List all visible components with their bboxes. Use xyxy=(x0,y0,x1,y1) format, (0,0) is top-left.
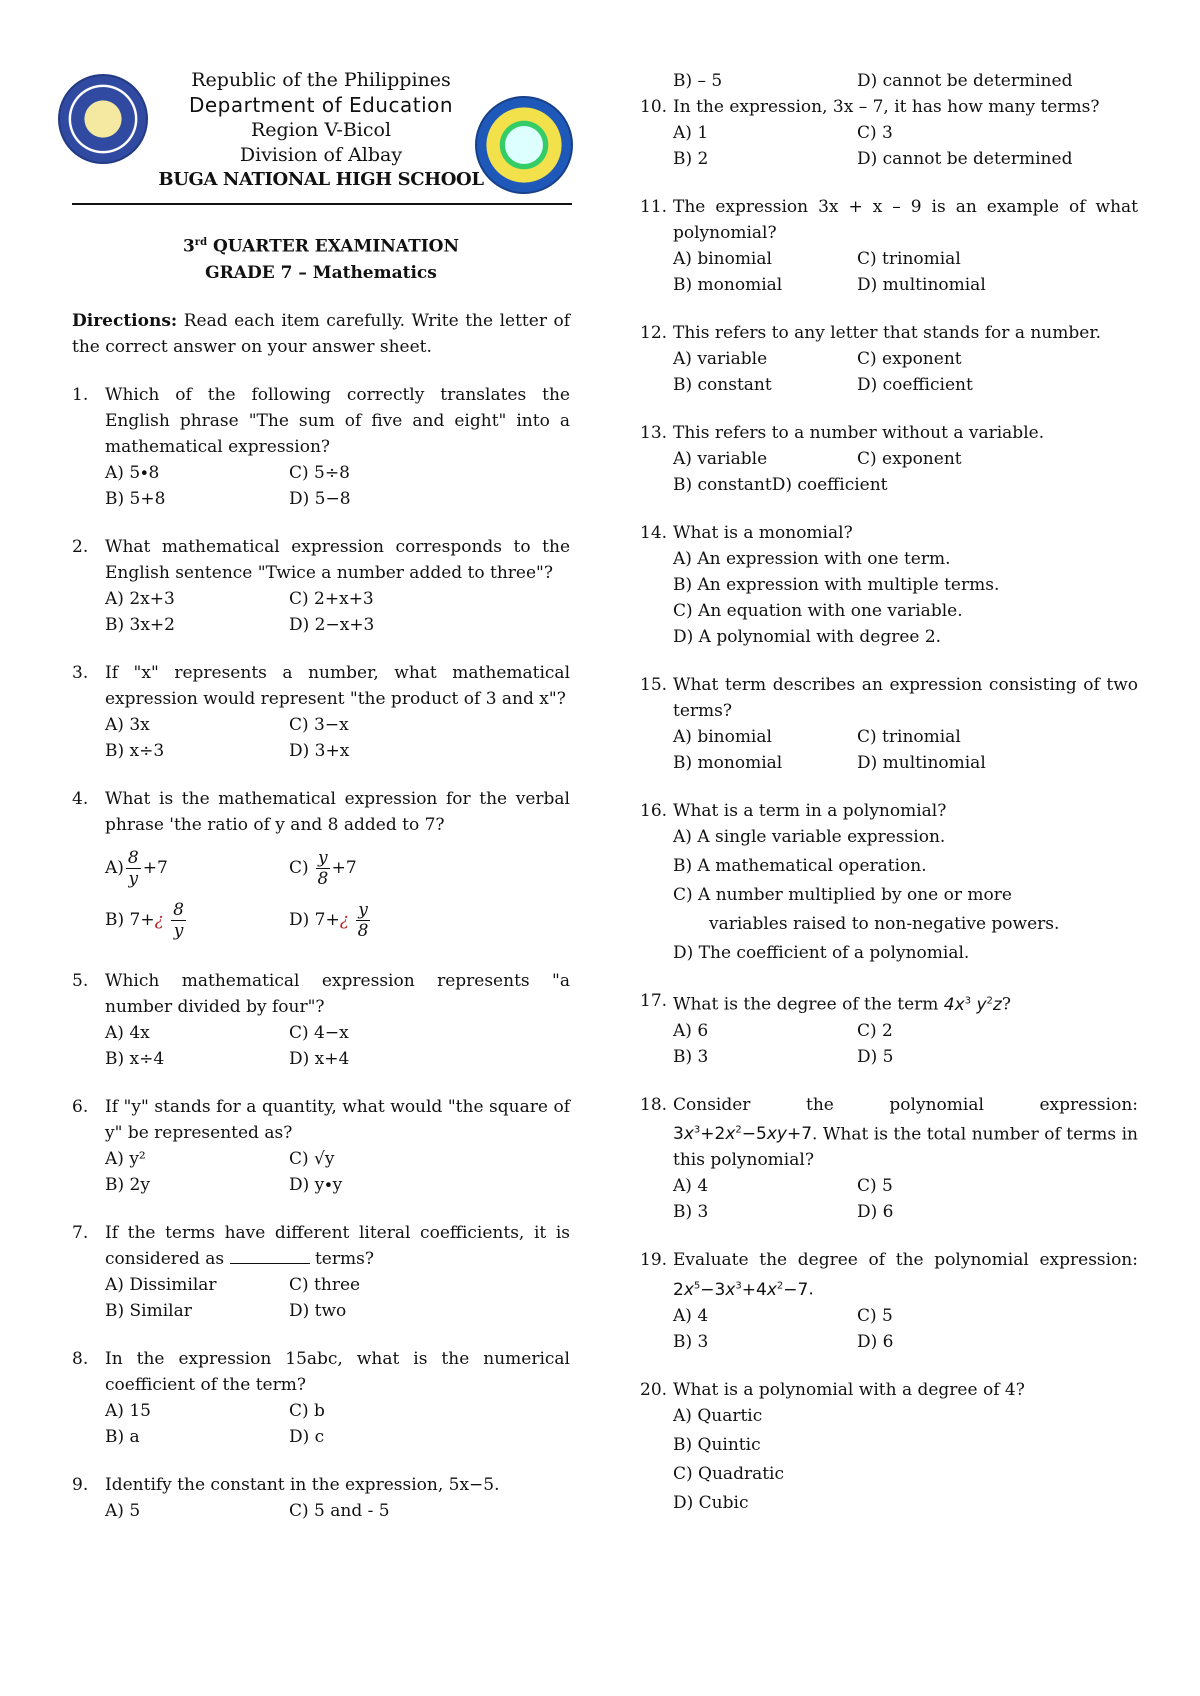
question-16: 16. What is a term in a polynomial? A) A single variable expression. B) A mathematical operation. C) A number multiplied by one or more variables raised to non-negative powers. D) The coefficient of a polynomial. xyxy=(640,801,1060,963)
header-republic: Republic of the Philippines xyxy=(191,69,451,91)
question-8: 8. In the expression 15abc, what is the numerical coefficient of the term? A) 15 C) b B) a D) c xyxy=(72,1348,570,1447)
deped-seal-icon xyxy=(58,74,148,164)
question-2: 2. What mathematical expression corresponds to the English sentence "Twice a number added to three"? A) 2x+3 C) 2+x+3 B) 3x+2 D) 2−x+3 xyxy=(72,536,570,635)
header-rule xyxy=(72,203,572,205)
question-1: 1. Which of the following correctly translates the English phrase "The sum of five and eight" into a mathematical expression? A) 5∙8 C) 5÷8 B) 5+8 D) 5−8 xyxy=(72,384,570,509)
question-17: 17. What is the degree of the term $4x^3$ $y^2z$? A) 6 C) 2 B) 3 D) 5 xyxy=(640,991,1011,1067)
question-4: 4. What is the mathematical expression for the verbal phrase 'the ratio of y and 8 added to 7? A) $\frac{8}{y}$ +7 C) $\frac{y}{8}$ +7 B) 7+¿ $\frac{8}{y}$ D) 7+¿ $\frac{y}{8}$ xyxy=(72,788,570,941)
exam-title: 3rd QUARTER EXAMINATION GRADE 7 – Mathematics xyxy=(72,230,570,286)
question-11: 11. The expression 3x + x – 9 is an example of what polynomial? A) binomial C) trinomial B) monomial D) multinomial xyxy=(640,197,1138,295)
question-12: 12. This refers to any letter that stands for a number. A) variable C) exponent B) constant D) coefficient xyxy=(640,323,1101,395)
question-7: 7. If the terms have different literal coefficients, it is considered as terms? A) Dissimilar C) three B) Similar D) two xyxy=(72,1222,570,1321)
header-department: Department of Education xyxy=(188,93,454,117)
question-15: 15. What term describes an expression consisting of two terms? A) binomial C) trinomial B) monomial D) multinomial xyxy=(640,675,1138,773)
answer-blank xyxy=(230,1263,310,1264)
right-column xyxy=(640,68,1138,1516)
left-column xyxy=(72,0,570,1524)
header-region: Region V-Bicol xyxy=(250,119,392,141)
question-14: 14. What is a monomial? A) An expression with one term. B) An expression with multiple terms. C) An equation with one variable. D) A polynomial with degree 2. xyxy=(640,523,1000,647)
header-school: BUGA NATIONAL HIGH SCHOOL xyxy=(158,169,484,190)
question-9: 9. Identify the constant in the expression, 5x−5. A) 5 C) 5 and - 5 xyxy=(72,1474,500,1521)
question-3: 3. If "x" represents a number, what mathematical expression would represent "the product of 3 and x"? A) 3x C) 3−x B) x÷3 D) 3+x xyxy=(72,662,570,761)
question-19: 19. Evaluate the degree of the polynomial expression: $2x^5-3x^3+4x^2-7$. A) 4 C) 5 B) 3 D) 6 xyxy=(640,1250,1138,1352)
school-seal-icon xyxy=(475,96,573,194)
question-10: 10. In the expression, 3x – 7, it has how many terms? A) 1 C) 3 B) 2 D) cannot be determined xyxy=(640,97,1100,169)
question-18: 18. Consider the polynomial expression: $3x^3+2x^2-5xy+7$. What is the total number of terms in this polynomial? A) 4 C) 5 B) 3 D) 6 xyxy=(640,1094,1138,1223)
letterhead xyxy=(72,0,570,190)
question-20: 20. What is a polynomial with a degree of 4? A) Quartic B) Quintic C) Quadratic D) Cubic xyxy=(640,1379,1025,1513)
question-13: 13. This refers to a number without a variable. A) variable C) exponent B) constantD) coefficient xyxy=(640,423,1045,495)
question-9-continued: B) – 5 D) cannot be determined xyxy=(673,71,1073,91)
header-division: Division of Albay xyxy=(239,144,403,166)
directions: Directions: Read each item carefully. Write the letter of the correct answer on your answer sheet. xyxy=(72,310,570,357)
exam-grade: GRADE 7 – Mathematics xyxy=(205,262,437,283)
question-6: 6. If "y" stands for a quantity, what would "the square of y" be represented as? A) y² C) √y B) 2y D) y∙y xyxy=(72,1096,570,1195)
question-5: 5. Which mathematical expression represents "a number divided by four"? A) 4x C) 4−x B) x÷4 D) x+4 xyxy=(72,970,570,1069)
